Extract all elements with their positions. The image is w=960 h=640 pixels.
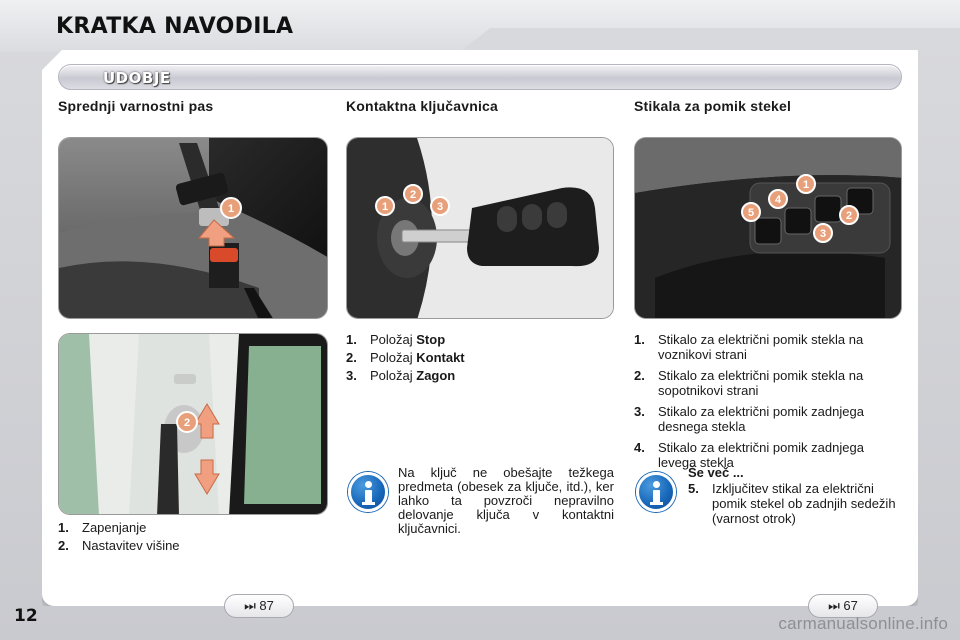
callout-1-icon: [221, 198, 241, 218]
page-ref-67[interactable]: ⏭ 67: [808, 594, 878, 618]
windows-title: Stikala za pomik stekel: [634, 98, 792, 114]
page-number: 12: [14, 606, 38, 626]
svg-text:2: 2: [845, 210, 853, 222]
svg-text:2: 2: [183, 417, 191, 429]
callout-1-icon: [376, 197, 394, 215]
svg-text:4: 4: [774, 194, 782, 206]
svg-text:2: 2: [409, 189, 417, 201]
list-item: 1. Stikalo za električni pomik stekla na voznikovi strani: [634, 332, 864, 362]
svg-text:5: 5: [747, 207, 755, 219]
ignition-title: Kontaktna ključavnica: [346, 98, 499, 114]
svg-text:1: 1: [381, 201, 389, 213]
seatbelt-list: [58, 520, 328, 556]
callout-2-icon: [177, 412, 197, 432]
list-item: 5. Izključitev stikal za električni pomik stekel ob zadnjih sedežih (varnost otrok): [688, 481, 896, 526]
watermark: carmanualsonline.info: [778, 614, 948, 633]
list-item: 2. Stikalo za električni pomik stekla na sopotnikovi strani: [634, 368, 864, 398]
section-label: UDOBJE: [103, 69, 171, 87]
info-icon: [348, 472, 388, 512]
callout-1-icon: [797, 175, 815, 193]
svg-text:3: 3: [819, 228, 827, 240]
callout-5-icon: [742, 203, 760, 221]
page-ref-87[interactable]: ⏭ 87: [224, 594, 294, 618]
svg-text:1: 1: [227, 203, 235, 215]
window-switches-photo: [634, 137, 902, 319]
list-item: 2. Nastavitev višine: [58, 538, 180, 553]
seatbelt-buckle-photo: [58, 137, 328, 319]
svg-text:3: 3: [436, 201, 444, 213]
ignition-note: Na ključ ne obešajte težkega predmeta (obesek za ključe, itd.), ker lahko ta povzroči nepravilno delovanje ključa v kontaktni ključavnici.: [398, 465, 614, 536]
callout-4-icon: [769, 190, 787, 208]
ignition-list: [346, 332, 614, 386]
seatbelt-title: Sprednji varnostni pas: [58, 98, 214, 114]
page-title: KRATKA NAVODILA: [56, 14, 294, 39]
callout-2-icon: [404, 185, 422, 203]
callout-2-icon: [840, 206, 858, 224]
svg-text:1: 1: [802, 179, 810, 191]
windows-list: [634, 332, 902, 476]
list-item: 4. Stikalo za električni pomik zadnjega levega stekla: [634, 440, 864, 470]
seatbelt-height-photo: [58, 333, 328, 515]
ignition-key-photo: [346, 137, 614, 319]
list-item: 2. Položaj Kontakt: [346, 350, 465, 365]
callout-3-icon: [431, 197, 449, 215]
list-item: 3. Položaj Zagon: [346, 368, 456, 383]
list-item: 3. Stikalo za električni pomik zadnjega desnega stekla: [634, 404, 864, 434]
info-icon: [636, 472, 676, 512]
section-banner: [58, 64, 902, 90]
list-item: 1. Položaj Stop: [346, 332, 446, 347]
list-item: 1. Zapenjanje: [58, 520, 147, 535]
more-title: Še več ...: [688, 465, 744, 480]
more-list: [688, 481, 904, 532]
callout-3-icon: [814, 224, 832, 242]
